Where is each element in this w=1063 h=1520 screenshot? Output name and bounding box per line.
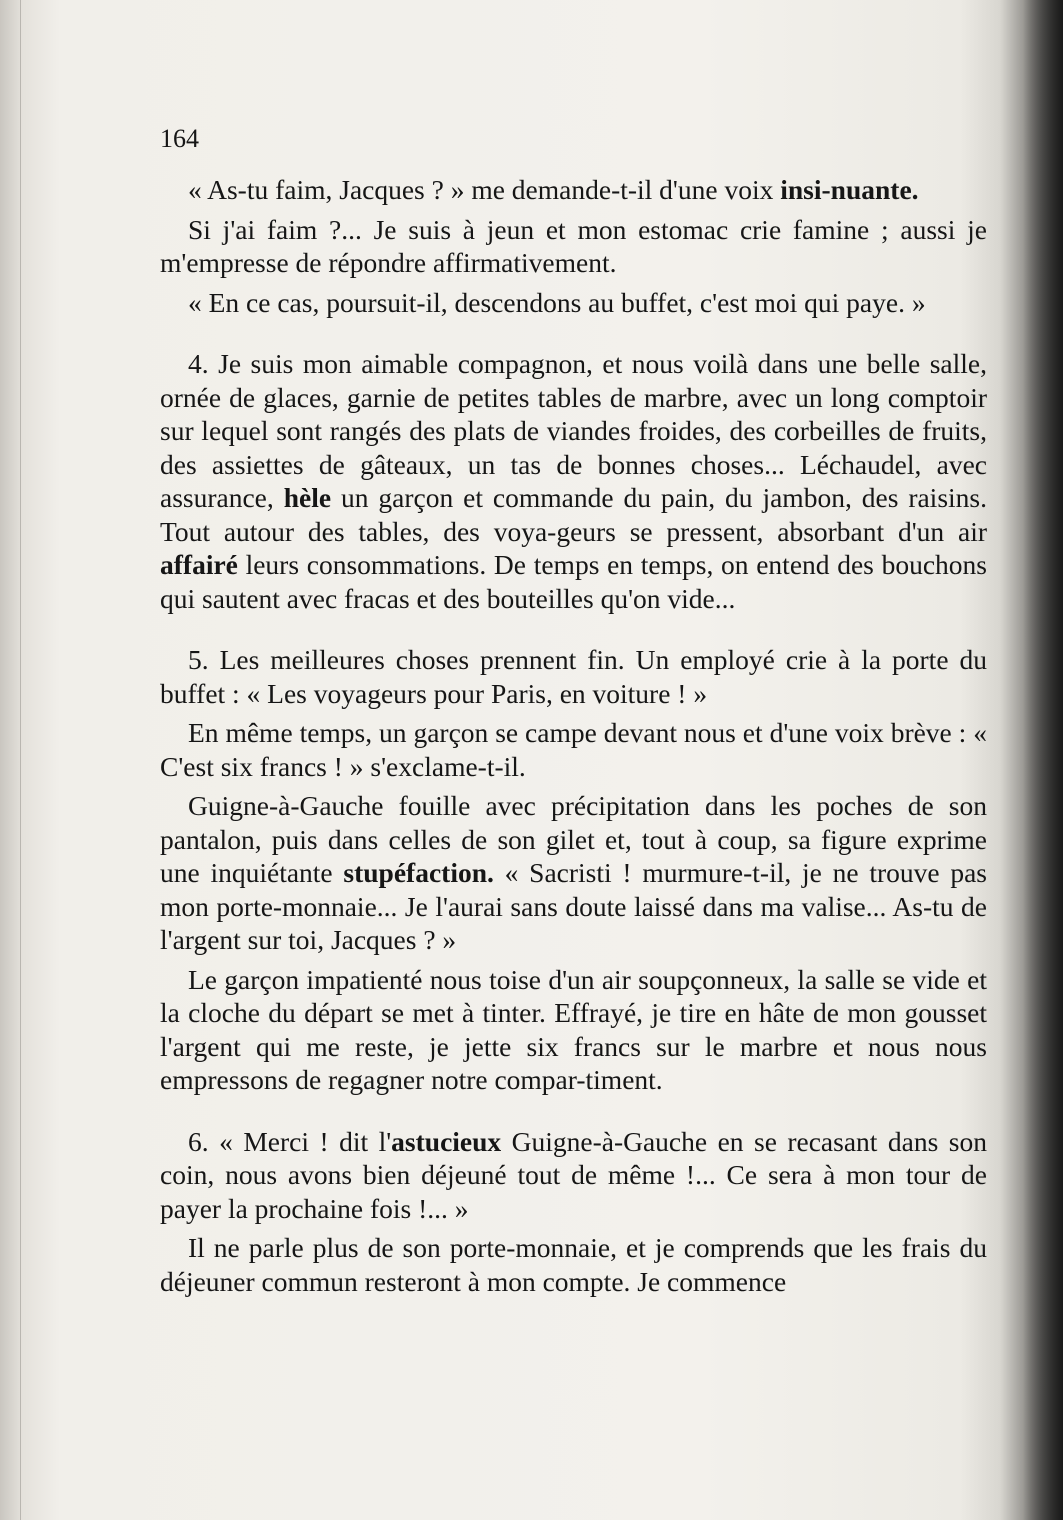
bold-word: stupéfaction. xyxy=(343,857,494,888)
paragraph-text: 5. Les meilleures choses prennent fin. Un employé crie à la porte du buffet : « Les voyageurs pour Paris, en voiture ! » xyxy=(160,644,987,709)
page-edge-shadow xyxy=(1023,0,1063,1520)
paragraph-10 xyxy=(160,1231,987,1298)
paragraph-text: Si j'ai faim ?... Je suis à jeun et mon estomac crie famine ; aussi je m'empresse de répondre affirmativement. xyxy=(160,213,987,278)
page-gutter-line xyxy=(20,0,21,1520)
paragraph-4 xyxy=(160,347,987,615)
paragraph-text: 4. Je suis mon aimable compagnon, et nous voilà dans une belle salle, ornée de glaces, garnie de petites tables de marbre, avec un long comptoir sur lequel sont rangés des plats de viandes froides, des corbeilles de fruits, des assiettes de gâteaux, un tas de bonnes choses... Léchaudel, avec assurance, xyxy=(160,348,987,513)
bold-word: astucieux xyxy=(391,1125,502,1157)
paragraph-text: « En ce cas, poursuit-il, descendons au buffet, c'est moi qui paye. » xyxy=(188,286,926,318)
paragraph-8 xyxy=(160,963,987,1097)
paragraph-6 xyxy=(160,716,987,783)
bold-word: affairé xyxy=(160,549,238,580)
paragraph-text: Le garçon impatienté nous toise d'un air soupçonneux, la salle se vide et la cloche du départ se met à tinter. Effrayé, je tire en hâte de mon gousset l'argent qui me reste, je jette six francs sur le marbre et nous nous empressons de regagner notre compar-timent. xyxy=(160,963,987,1095)
paragraph-7 xyxy=(160,789,987,957)
paragraph-1 xyxy=(160,173,987,207)
page-text-block xyxy=(160,122,987,1304)
paragraph-text: leurs consommations. De temps en temps, on entend des bouchons qui sautent avec fracas et des bouteilles qu'on vide... xyxy=(160,549,987,614)
bold-word: insi-nuante. xyxy=(780,174,919,205)
paragraph-text: un garçon et commande du pain, du jambon, des raisins. Tout autour des tables, des voya-geurs se pressent, absorbant d'un air xyxy=(160,482,987,547)
paragraph-text: 6. « Merci ! dit l' xyxy=(188,1125,392,1157)
paragraph-2 xyxy=(160,213,987,280)
bold-word: hèle xyxy=(283,482,332,513)
paragraph-9 xyxy=(160,1125,987,1226)
paragraph-text: En même temps, un garçon se campe devant nous et d'une voix brève : « C'est six francs ! » s'exclame-t-il. xyxy=(160,717,987,782)
paragraph-text: Il ne parle plus de son porte-monnaie, et je comprends que les frais du déjeuner commun resteront à mon compte. Je commence xyxy=(160,1232,987,1297)
paragraph-text: Guigne-à-Gauche fouille avec précipitation dans les poches de son pantalon, puis dans celles de son gilet et, tout à coup, sa figure exprime une inquiétante xyxy=(160,790,987,888)
paragraph-text: « Sacristi ! murmure-t-il, je ne trouve pas mon porte-monnaie... Je l'aurai sans doute laissé dans ma valise... As-tu de l'argent sur toi, Jacques ? » xyxy=(160,857,987,955)
page-number: 164 xyxy=(160,124,199,153)
paragraph-text: « As-tu faim, Jacques ? » me demande-t-il d'une voix xyxy=(188,174,781,205)
paragraph-text: Guigne-à-Gauche en se recasant dans son coin, nous avons bien déjeuné tout de même !... Ce sera à mon tour de payer la prochaine fois !... » xyxy=(160,1125,987,1224)
paragraph-3 xyxy=(160,286,987,320)
paragraph-5 xyxy=(160,643,987,710)
